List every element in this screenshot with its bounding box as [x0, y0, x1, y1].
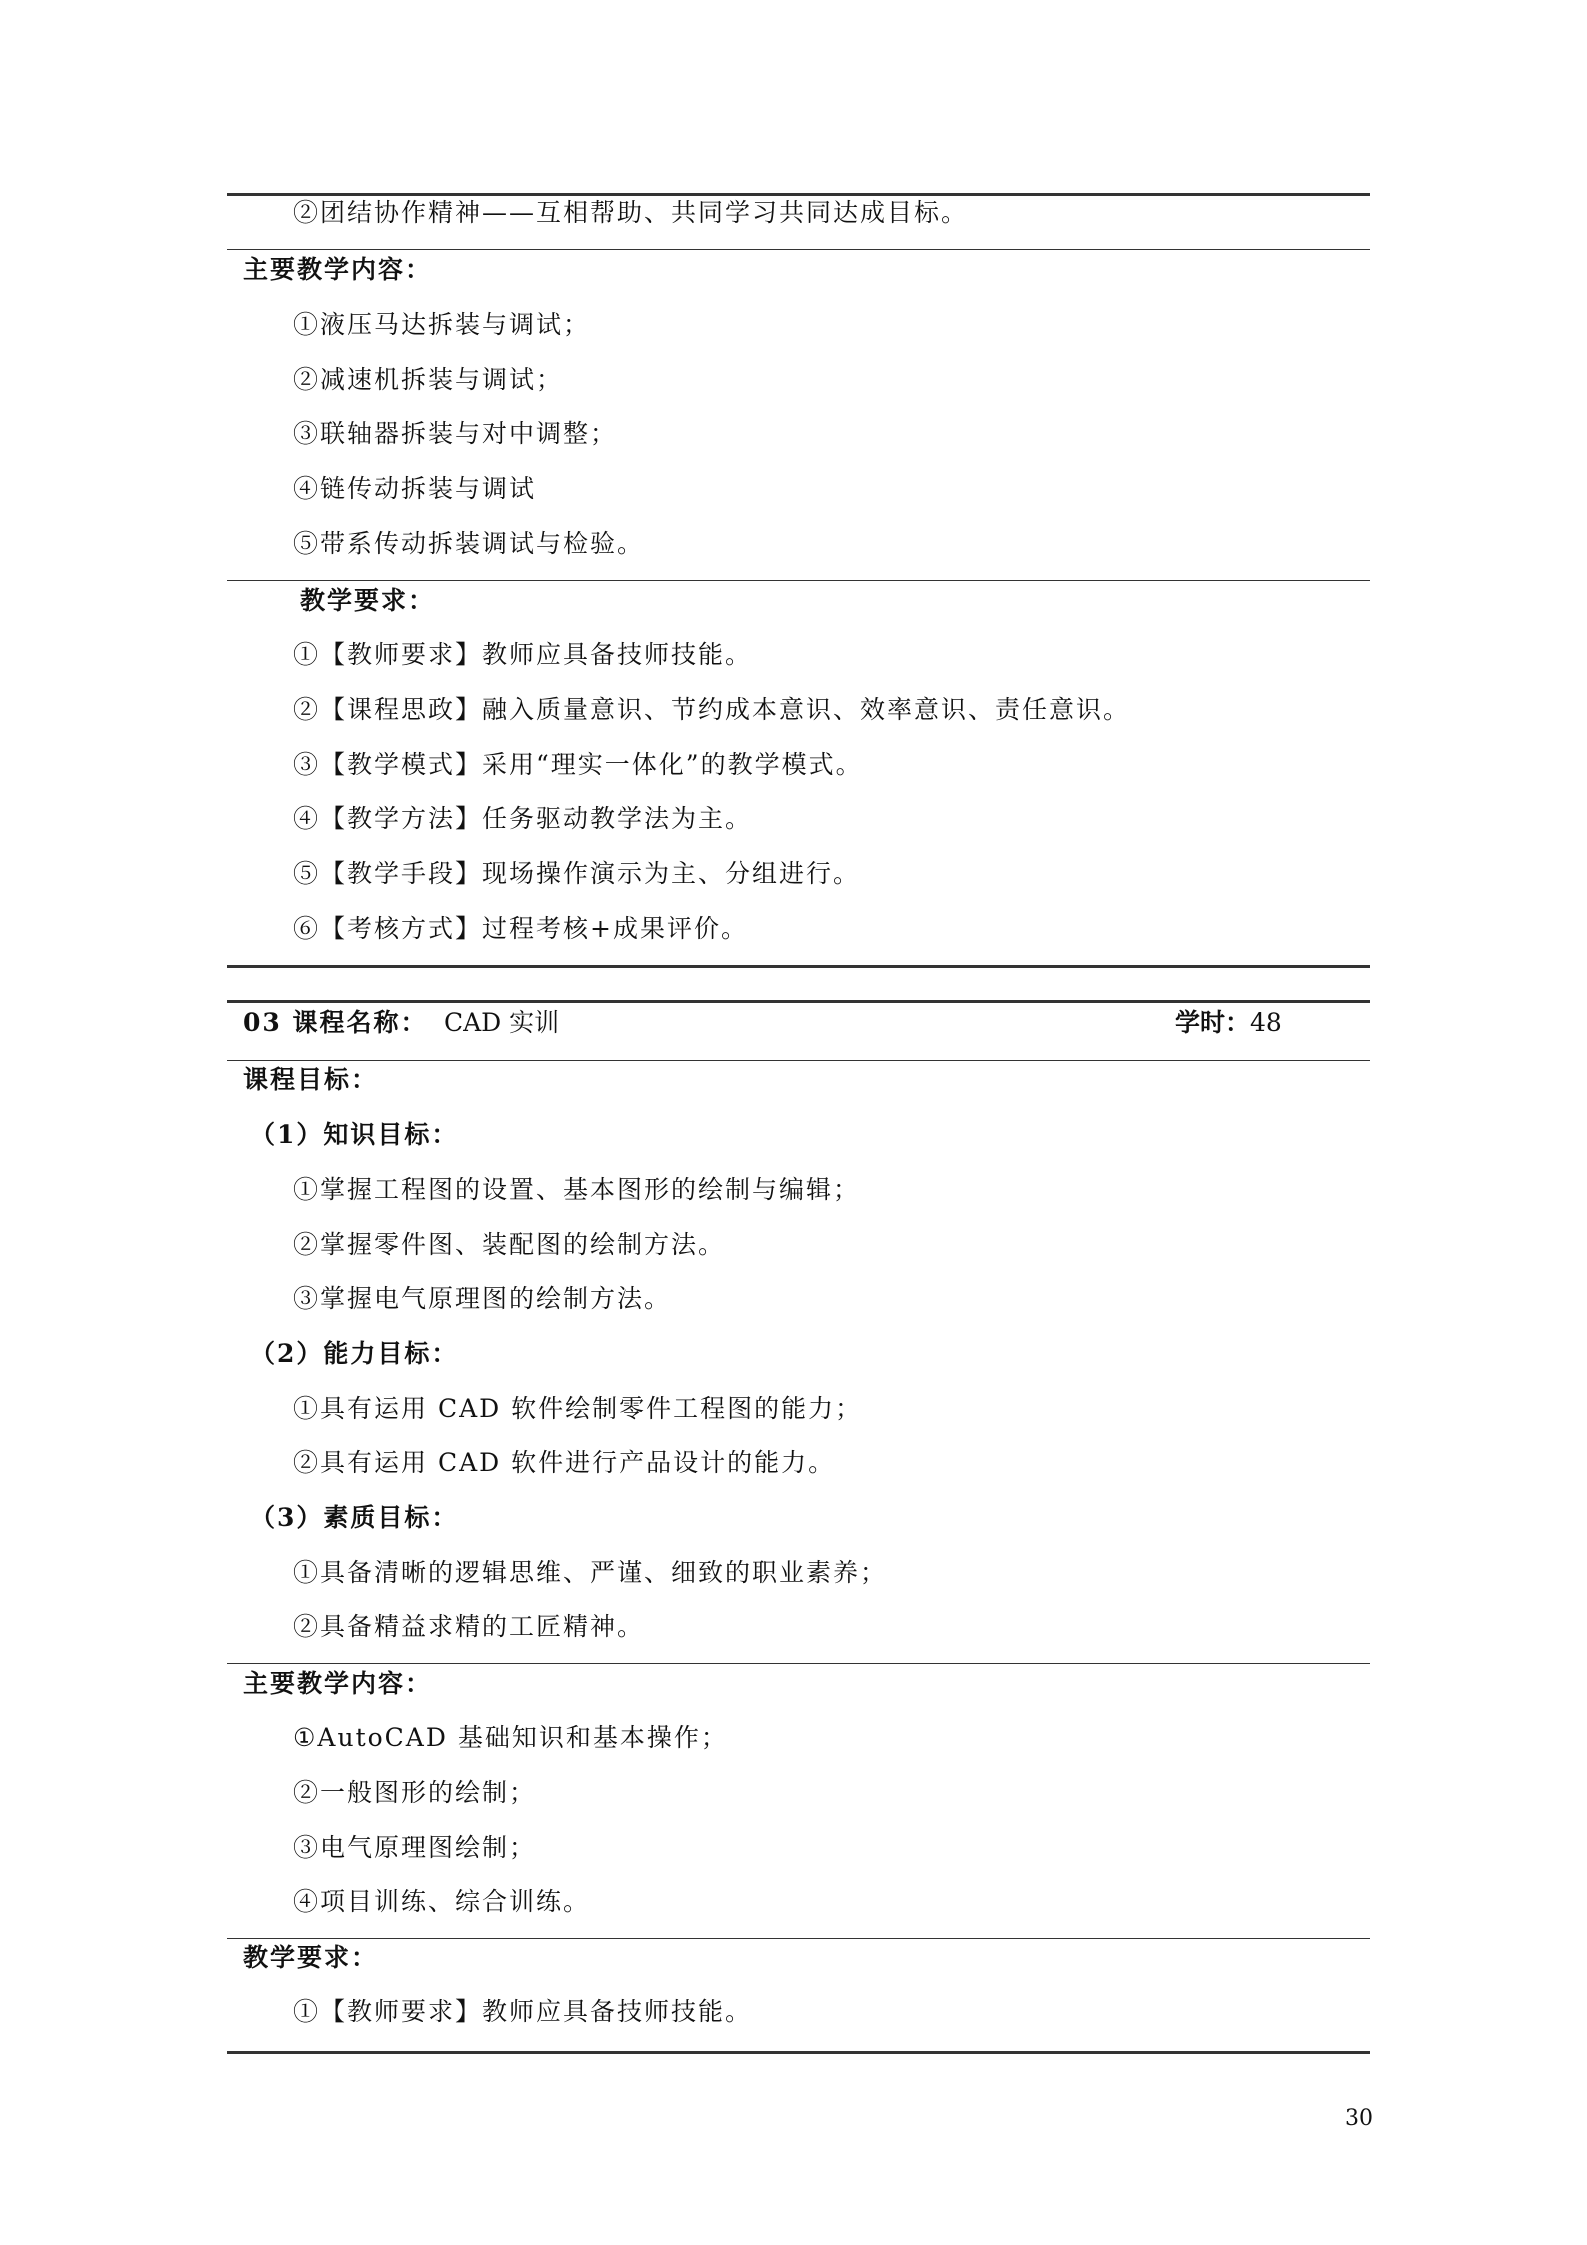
row-divider — [227, 1060, 1370, 1061]
table-bottom-rule — [227, 2051, 1370, 2054]
knowledge-item: ①掌握工程图的设置、基本图形的绘制与编辑； — [293, 1175, 861, 1204]
requirement-item: ③【教学模式】采用“理实一体化”的教学模式。 — [293, 750, 863, 779]
content-heading: 主要教学内容： — [243, 255, 433, 284]
content-item: ②减速机拆装与调试； — [293, 365, 564, 394]
content-item: ④项目训练、综合训练。 — [293, 1887, 591, 1916]
ability-item: ①具有运用 CAD 软件绘制零件工程图的能力； — [293, 1394, 863, 1423]
content-item: ③电气原理图绘制； — [293, 1833, 537, 1862]
hours-label: 学时： — [1175, 1008, 1251, 1037]
goals-heading: 课程目标： — [243, 1065, 379, 1094]
requirement-item: ①【教师要求】教师应具备技师技能。 — [293, 1997, 753, 2026]
content-item: ①AutoCAD 基础知识和基本操作； — [293, 1723, 728, 1752]
knowledge-item: ③掌握电气原理图的绘制方法。 — [293, 1284, 672, 1313]
requirements-heading: 教学要求： — [300, 586, 436, 615]
course-hours — [1175, 1006, 1282, 1040]
ability-item: ②具有运用 CAD 软件进行产品设计的能力。 — [293, 1448, 836, 1477]
requirement-item: ②【课程思政】融入质量意识、节约成本意识、效率意识、责任意识。 — [293, 695, 1131, 724]
content-heading: 主要教学内容： — [243, 1669, 433, 1698]
page-number: 30 — [1345, 2106, 1373, 2131]
course-label: 03 课程名称： — [243, 1008, 428, 1037]
hours-value: 48 — [1250, 1008, 1282, 1037]
requirement-item: ①【教师要求】教师应具备技师技能。 — [293, 640, 753, 669]
requirement-item: ⑥【考核方式】过程考核+成果评价。 — [293, 914, 748, 943]
requirement-item: ④【教学方法】任务驱动教学法为主。 — [293, 804, 753, 833]
ability-heading: （2）能力目标： — [250, 1339, 459, 1368]
row-divider — [227, 1938, 1370, 1939]
content-item: ③联轴器拆装与对中调整； — [293, 419, 618, 448]
row-divider — [227, 249, 1370, 250]
content-item: ②一般图形的绘制； — [293, 1778, 537, 1807]
knowledge-item: ②掌握零件图、装配图的绘制方法。 — [293, 1230, 726, 1259]
requirement-item: ⑤【教学手段】现场操作演示为主、分组进行。 — [293, 859, 861, 888]
row-divider — [227, 1663, 1370, 1664]
content-item: ④链传动拆装与调试 — [293, 474, 537, 503]
course-name: CAD 实训 — [444, 1008, 560, 1037]
goal-item: ②团结协作精神——互相帮助、共同学习共同达成目标。 — [293, 198, 969, 227]
quality-heading: （3）素质目标： — [250, 1503, 459, 1532]
content-item: ⑤带系传动拆装调试与检验。 — [293, 529, 645, 558]
row-divider — [227, 580, 1370, 581]
requirements-heading: 教学要求： — [243, 1943, 379, 1972]
table-bottom-rule — [227, 965, 1370, 968]
quality-item: ②具备精益求精的工匠精神。 — [293, 1612, 645, 1641]
table-top-rule — [227, 1000, 1370, 1003]
content-item: ①液压马达拆装与调试； — [293, 310, 591, 339]
knowledge-heading: （1）知识目标： — [250, 1120, 459, 1149]
quality-item: ①具备清晰的逻辑思维、严谨、细致的职业素养； — [293, 1558, 888, 1587]
